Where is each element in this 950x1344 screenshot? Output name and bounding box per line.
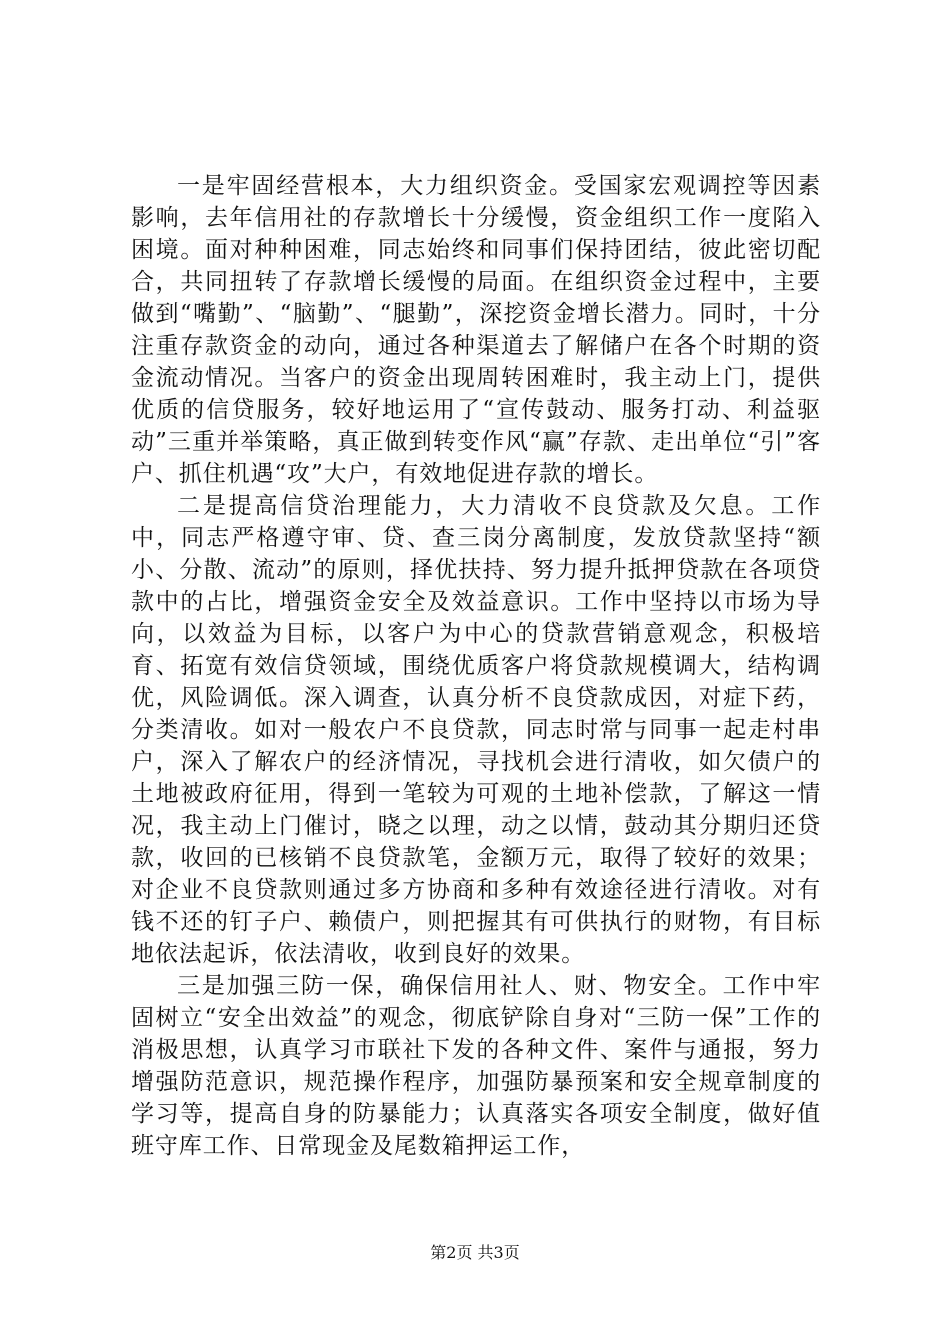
- page-footer: 第2页 共3页: [430, 1243, 520, 1262]
- paragraph-1: 一是牢固经营根本，大力组织资金。受国家宏观调控等因素影响，去年信用社的存款增长十分缓慢，资金组织工作一度陷入困境。面对种种困难，同志始终和同事们保持团结，彼此密切配合，共同扭转了存款增长缓慢的局面。在组织资金过程中，主要做到“嘴勤”、“脑勤”、“腿勤”，深挖资金增长潜力。同时，十分注重存款资金的动向，通过各种渠道去了解储户在各个时期的资金流动情况。当客户的资金出现周转困难时，我主动上门，提供优质的信贷服务，较好地运用了“宣传鼓动、服务打动、利益驱动”三重并举策略，真正做到转变作风“赢”存款、走出单位“引”客户、抓住机遇“攻”大户，有效地促进存款的增长。: [131, 173, 821, 487]
- paragraph-3: 三是加强三防一保，确保信用社人、财、物安全。工作中牢固树立“安全出效益”的观念，彻底铲除自身对“三防一保”工作的消极思想，认真学习市联社下发的各种文件、案件与通报，努力增强防范意识，规范操作程序，加强防暴预案和安全规章制度的学习等，提高自身的防暴能力；认真落实各项安全制度，做好值班守库工作、日常现金及尾数箱押运工作，: [131, 973, 821, 1159]
- paragraph-2: 二是提高信贷治理能力，大力清收不良贷款及欠息。工作中，同志严格遵守审、贷、查三岗分离制度，发放贷款坚持“额小、分散、流动”的原则，择优扶持、努力提升抵押贷款在各项贷款中的占比，增强资金安全及效益意识。工作中坚持以市场为导向，以效益为目标，以客户为中心的贷款营销意观念，积极培育、拓宽有效信贷领域，围绕优质客户将贷款规模调大，结构调优，风险调低。深入调查，认真分析不良贷款成因，对症下药，分类清收。如对一般农户不良贷款，同志时常与同事一起走村串户，深入了解农户的经济情况，寻找机会进行清收，如欠债户的土地被政府征用，得到一笔较为可观的土地补偿款，了解这一情况，我主动上门催讨，晓之以理，动之以情，鼓动其分期归还贷款，收回的已核销不良贷款笔，金额万元，取得了较好的效果；对企业不良贷款则通过多方协商和多种有效途径进行清收。对有钱不还的钉子户、赖债户，则把握其有可供执行的财物，有目标地依法起诉，依法清收，收到良好的效果。: [131, 493, 821, 967]
- document-body: [131, 170, 821, 1162]
